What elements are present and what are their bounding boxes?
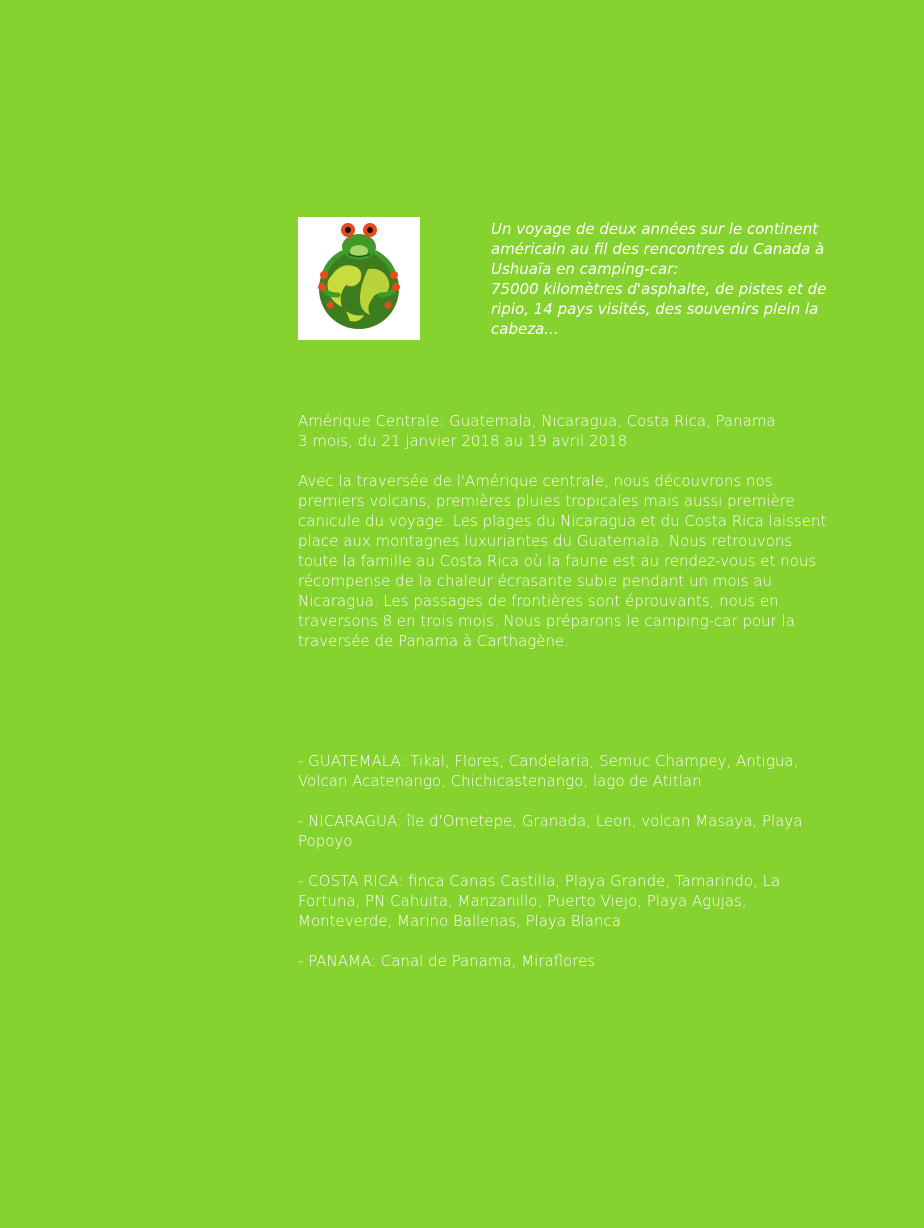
tagline-intro: Un voyage de deux années sur le continent américain au fil des rencontres du Canada à Ushuaïa en camping-car: — [491, 220, 825, 278]
section-body: Avec la traversée de l'Amérique centrale, nous découvrons nos premiers volcans, premières pluies tropicales mais aussi première canicule du voyage. Les plages du Nicaragua et du Costa Rica laissent place aux montagnes luxuriantes du Guatemala. Nous retrouvons toute la famille au Costa Rica où la faune est au rendez-vous et nous récompense de la chaleur écrasante subie pendant un mois au Nicaragua. Les passages de frontières sont éprouvants, nous en traversons 8 en trois mois. Nous préparons le camping-car pour la traversée de Panama à Carthagène. — [298, 472, 827, 650]
country-nicaragua: - NICARAGUA: île d'Ometepe, Granada, Leon, volcan Masaya, Playa Popoyo — [298, 812, 803, 850]
central-america-section — [298, 411, 833, 971]
country-panama: - PANAMA: Canal de Panama, Miraflores — [298, 952, 596, 970]
frog-globe-logo — [298, 217, 420, 340]
country-guatemala: - GUATEMALA: Tikal, Flores, Candelaria, Semuc Champey, Antigua, Volcan Acatenango, Chichicastenango, lago de Atitlan — [298, 752, 799, 790]
trip-tagline — [491, 219, 836, 339]
frog-on-globe-icon — [298, 217, 420, 340]
country-costa-rica: - COSTA RICA: finca Canas Castilla, Playa Grande, Tamarindo, La Fortuna, PN Cahuita, Manzanillo, Puerto Viejo, Playa Agujas, Monteverde, Marino Ballenas, Playa Blanca — [298, 872, 781, 930]
section-dates: 3 mois, du 21 janvier 2018 au 19 avril 2018 — [298, 432, 628, 450]
tagline-stats: 75000 kilomètres d'asphalte, de pistes et de ripio, 14 pays visités, des souvenirs plein la cabeza... — [491, 280, 827, 338]
section-title: Amérique Centrale: Guatemala, Nicaragua, Costa Rica, Panama — [298, 412, 776, 430]
